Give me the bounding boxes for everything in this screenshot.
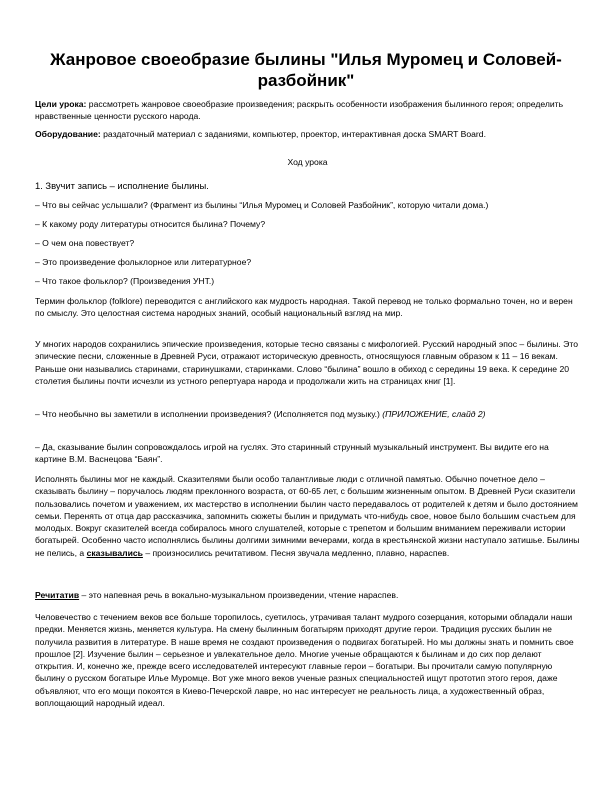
question-6-text: – Что необычно вы заметили в исполнении произведения? (Исполняется под музыку.): [35, 409, 383, 419]
question-1: – Что вы сейчас услышали? (Фрагмент из былины “Илья Муромец и Соловей Разбойник”, которую читали дома.): [35, 200, 489, 210]
question-4: – Это произведение фольклорное или литературное?: [35, 257, 252, 267]
goals-text: рассмотреть жанровое своеобразие произведения; раскрыть особенности изображения былинного героя; определить нравственные ценности русского народа.: [35, 99, 564, 122]
paragraph-folklore: Термин фольклор (folklore) переводится с английского как мудрость народная. Такой перевод не только формально точен, но и верен по смыслу. Это целостная система народных знаний, особый национальный взгляд на мир.: [35, 296, 573, 319]
storytellers-emphasis: сказывались: [86, 547, 143, 558]
paragraph-epic: У многих народов сохранились эпические произведения, которые тесно связаны с мифологией. Русский народный эпос – былины. Это эпические песни, сложенные в Древней Руси, отражают историческую древность, относящуюся главным образом к 11 – 16 векам. Раньше они назывались старинами, старинушками, старинками. Слово “былина” вошло в обиход с середины 19 века. К середине 20 столетия былины почти исчезли из устного репертуара народа и продолжали жить на страницах книг [1].: [35, 339, 578, 386]
paragraph-final: Человечество с течением веков все больше торопилось, суетилось, утрачивая талант мудрого созерцания, которыми обладали наши предки. Меняется жизнь, меняется культура. На смену былинным богатырям приходят другие герои. Традиция русских былин не получила развития в литературе. В наше время не создают произведения о подвигах богатырей. Но мы должны знать и помнить свое прошлое [2]. Изучение былин – серьезное и увлекательное дело. Многие ученые обращаются к былинам и до сих пор делают открытия. И, конечно же, прежде всего исследователей интересуют главные герои – богатыри. Вы прочитали самую популярную былину о русском богатыре Илье Муромце. Вот уже много веков ученые разных специальностей ищут прототип этого героя, даже объявляют, что его мощи покоятся в Киево-Печерской лавре, но нас интересует не реальность лица, а художественный образ, воплощающий народный идеал.: [35, 612, 574, 709]
page-title: Жанровое своеобразие былины "Илья Муромец и Соловей-разбойник": [50, 50, 562, 90]
section-heading-1: 1. Звучит запись – исполнение былины.: [35, 180, 209, 191]
question-5: – Что такое фольклор? (Произведения УНТ.): [35, 276, 215, 286]
recitative-definition: [35, 589, 580, 601]
question-6: [35, 408, 580, 420]
question-2: – К какому роду литературы относится былина? Почему?: [35, 219, 266, 229]
storytellers-text-a: Исполнять былины мог не каждый. Сказителями были особо талантливые люди с отличной памятью. Обычно почетное дело – сказывать былину – поручалось людям преклонного возраста, от 60-65 лет, с большим жизненным опытом. В Древней Руси сказители пользовались почетом и уважением, их мастерство в исполнении былин часто передавалось от родителей к детям и было достоянием семьи. Перенять от отца дар рассказчика, запомнить сюжеты былин и придумать что-нибудь свое, новое было большим счастьем для молодых. Вокруг сказителей всегда собиралось много слушателей, которые с трепетом и большим вниманием переживали истории богатырей. Особенно часто исполнялись былины долгими зимними вечерами, когда в крестьянской жизни наступало затишье. Былины не пелись, а: [35, 474, 580, 558]
question-3: – О чем она повествует?: [35, 238, 135, 248]
recitative-term: Речитатив: [35, 590, 80, 600]
paragraph-gusli: – Да, сказывание былин сопровождалось игрой на гуслях. Это старинный струнный музыкальный инструмент. Вы видите его на картине В.М. Васнецова “Баян”.: [35, 442, 549, 465]
recitative-text: – это напевная речь в вокально-музыкальном произведении, чтение нараспев.: [79, 590, 399, 600]
equipment-label: Оборудование:: [35, 129, 101, 139]
equipment-text: раздаточный материал с заданиями, компьютер, проектор, интерактивная доска SMART Board.: [100, 129, 486, 139]
lesson-heading: Ход урока: [287, 157, 328, 167]
paragraph-storytellers: [35, 473, 580, 559]
lesson-goals: [35, 98, 580, 123]
lesson-equipment: [35, 128, 580, 140]
appendix-reference: (ПРИЛОЖЕНИЕ, слайд 2): [382, 409, 486, 419]
storytellers-text-b: – произносились речитативом. Песня звучала медленно, плавно, нараспев.: [142, 547, 450, 558]
goals-label: Цели урока:: [35, 99, 87, 109]
